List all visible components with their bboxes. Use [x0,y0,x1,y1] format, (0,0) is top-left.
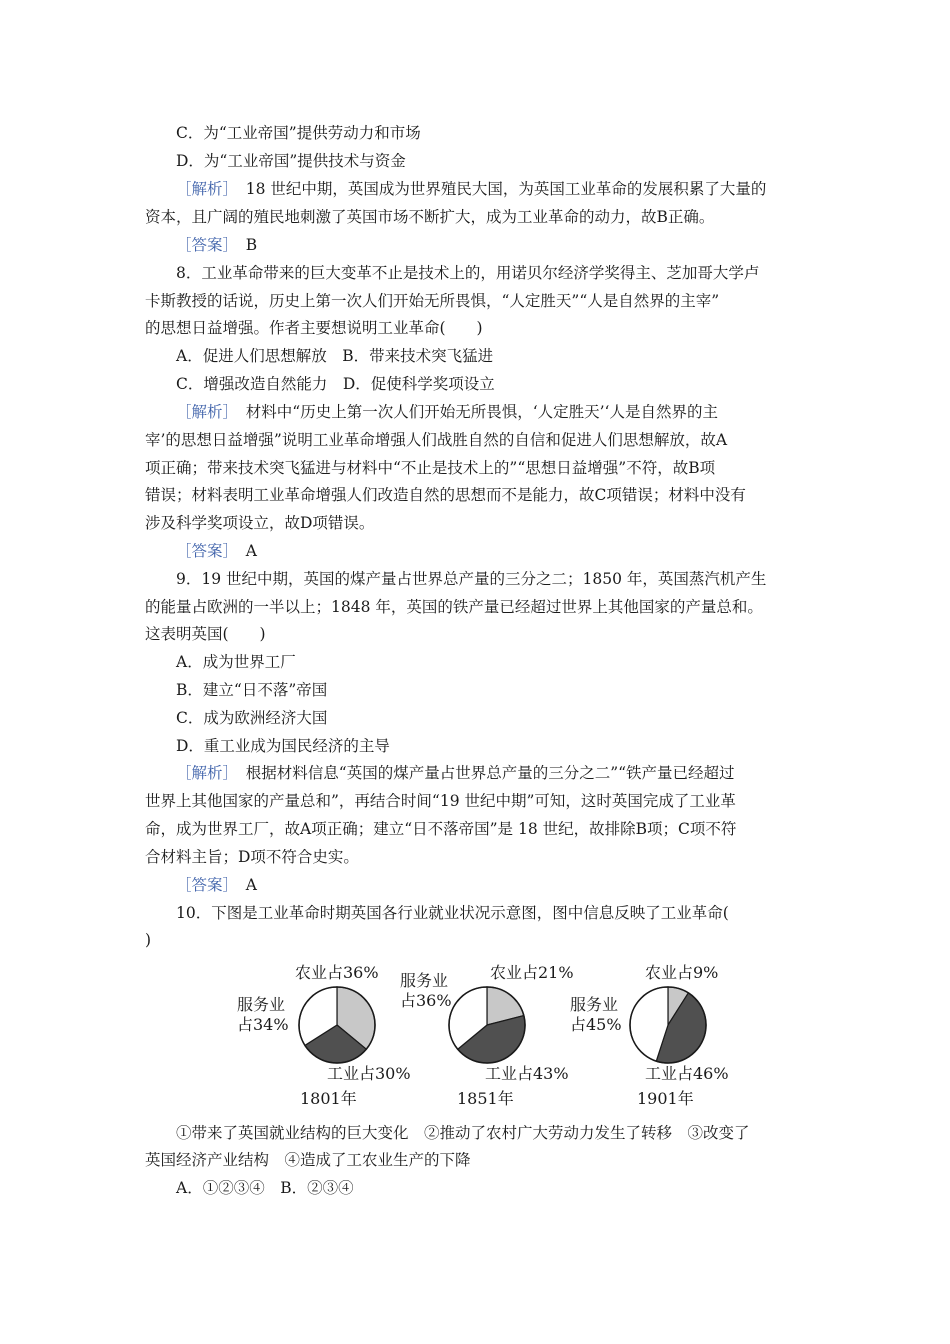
answer-tag: ［答案］ [176,876,231,894]
analysis-q9-line4: 合材料主旨；D项不符合史实。 [145,848,359,866]
pie-label: 工业占43% [485,1064,569,1083]
pie-label: 农业占21% [490,963,574,982]
option-d-q9: D．重工业成为国民经济的主导 [176,737,390,755]
pie-label: 农业占36% [295,963,379,982]
pie-label: 服务业 [400,971,449,990]
options-ab-q8: A．促进人们思想解放 B．带来技术突飞猛进 [176,347,494,365]
pie-label: 占45% [570,1015,622,1034]
pie-label: 占34% [237,1015,289,1034]
question-9-line2: 的能量占欧洲的一半以上；1848 年，英国的铁产量已经超过世界上其他国家的产量总和。 [145,598,763,616]
employment-pie-charts [225,958,745,1118]
question-8-line1: 8．工业革命带来的巨大变革不止是技术上的，用诺贝尔经济学奖得主、芝加哥大学卢 [176,264,760,282]
options-q10: A．①②③④ B．②③④ [176,1179,354,1197]
analysis-q7-line2: 资本，且广阔的殖民地刺激了英国市场不断扩大，成为工业革命的动力，故B正确。 [145,208,715,226]
pie-label: 服务业 [570,995,619,1014]
option-a-q9: A．成为世界工厂 [176,653,296,671]
option-d-q7: D．为“工业帝国”提供技术与资金 [176,152,406,170]
option-b-q9: B．建立“日不落”帝国 [176,681,328,699]
question-9-line1: 9．19 世纪中期，英国的煤产量占世界总产量的三分之二；1850 年，英国蒸汽机产生 [176,570,767,588]
pie-label: 服务业 [237,995,286,1014]
analysis-tag: ［解析］ [176,403,231,421]
question-10-line1: 10．下图是工业革命时期英国各行业就业状况示意图，图中信息反映了工业革命( [176,904,729,922]
analysis-tag: ［解析］ [176,180,231,198]
question-8-line3: 的思想日益增强。作者主要想说明工业革命( ) [145,319,483,337]
pie-label: 占36% [400,991,452,1010]
analysis-q9-line3: 命，成为世界工厂，故A项正确；建立“日不落帝国”是 18 世纪，故排除B项；C项不符 [145,820,737,838]
answer-q8: ［答案］ A [176,542,257,560]
analysis-q9-line1: ［解析］ 根据材料信息“英国的煤产量占世界总产量的三分之二”“铁产量已经超过 [176,764,735,782]
question-10-line2: ) [145,931,152,949]
option-c-q7: C．为“工业帝国”提供劳动力和市场 [176,124,421,142]
pie-year-label: 1901年 [637,1089,694,1108]
analysis-q7-line1: ［解析］ 18 世纪中期，英国成为世界殖民大国，为英国工业革命的发展积累了大量的 [176,180,767,198]
answer-q9: ［答案］ A [176,876,257,894]
option-c-q9: C．成为欧洲经济大国 [176,709,328,727]
analysis-q8-line5: 涉及科学奖项设立，故D项错误。 [145,514,375,532]
answer-tag: ［答案］ [176,542,231,560]
question-9-line3: 这表明英国( ) [145,625,266,643]
answer-q7: ［答案］ B [176,236,258,254]
pie-year-label: 1851年 [457,1089,514,1108]
options-cd-q8: C．增强改造自然能力 D．促使科学奖项设立 [176,375,495,393]
analysis-tag: ［解析］ [176,764,231,782]
analysis-q8-line2: 宰’的思想日益增强”说明工业革命增强人们战胜自然的自信和促进人们思想解放，故A [145,431,728,449]
answer-tag: ［答案］ [176,236,231,254]
question-8-line2: 卡斯教授的话说，历史上第一次人们开始无所畏惧，“人定胜天”“人是自然界的主宰” [145,292,720,310]
pie-label: 农业占9% [645,963,719,982]
statements-q10-line1: ①带来了英国就业结构的巨大变化 ②推动了农村广大劳动力发生了转移 ③改变了 [176,1124,750,1142]
statements-q10-line2: 英国经济产业结构 ④造成了工农业生产的下降 [145,1151,471,1169]
pie-label: 工业占30% [327,1064,411,1083]
pie-label: 工业占46% [645,1064,729,1083]
analysis-q8-line4: 错误；材料表明工业革命增强人们改造自然的思想而不是能力，故C项错误；材料中没有 [145,486,746,504]
analysis-q8-line1: ［解析］ 材料中“历史上第一次人们开始无所畏惧，‘人定胜天’‘人是自然界的主 [176,403,718,421]
pie-year-label: 1801年 [300,1089,357,1108]
analysis-q8-line3: 项正确；带来技术突飞猛进与材料中“不止是技术上的”“思想日益增强”不符，故B项 [145,459,716,477]
analysis-q9-line2: 世界上其他国家的产量总和”，再结合时间“19 世纪中期”可知，这时英国完成了工业革 [145,792,736,810]
